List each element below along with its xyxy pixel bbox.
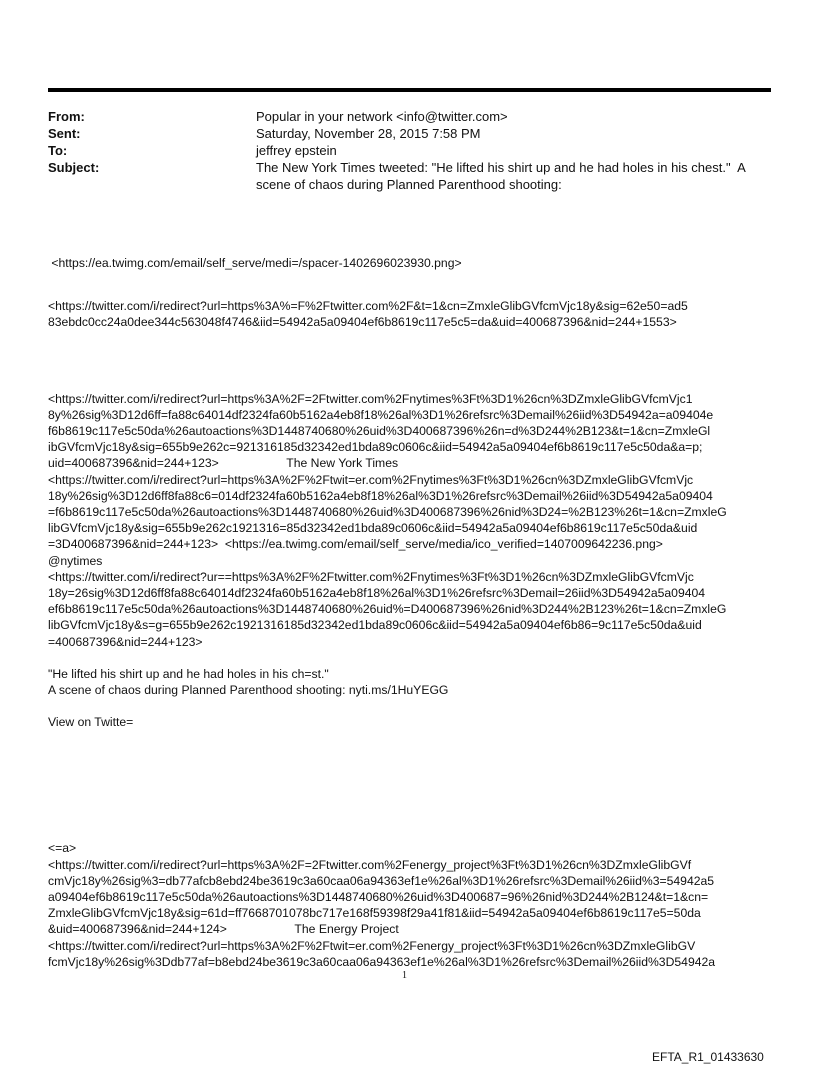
subject-label: Subject: — [48, 160, 100, 175]
spacer-link: <https://ea.twimg.com/email/self_serve/medi=/spacer-1402696023930.png> — [48, 256, 462, 270]
twitter-redirect-link: <https://twitter.com/i/redirect?url=https%3A%=F%2Ftwitter.com%2F&t=1&cn=ZmxleGlibGVfcmVjc18y&sig=62e50=ad5 83ebdc0cc24a0dee344c563048f4746&iid=54942a5a09404ef6b8619c117e5c5=da&uid=400687396&nid=244+1553> — [48, 299, 688, 330]
to-label: To: — [48, 143, 68, 158]
header-rule — [48, 88, 771, 92]
document-id: EFTA_R1_01433630 — [652, 1050, 764, 1064]
sent-value: Saturday, November 28, 2015 7:58 PM — [256, 126, 481, 141]
sent-row — [48, 125, 773, 142]
from-row — [48, 108, 773, 125]
energy-project-links-block: <=a> <https://twitter.com/i/redirect?url=https%3A%2F=2Ftwitter.com%2Fenergy_project%3Ft%3D1%26cn%3DZmxleGlibGVf cmVjc18y%26sig%3=db77afcb8ebd24be3619c3a60caa06a94363ef1e%26al%3D1%26refsrc%3Demail%26iid%3=54942a5 a09404ef6b8619c117e5c50da%26autoactions%3D1448740680%26uid%3D400687=96%26nid%3D244%2B124&t=1&cn= ZmxleGlibGVfcmVjc18y&sig=61d=ff7668701078bc717e168f59398f29a41f81&iid=54942a5a09404ef6b8619c117e5=50da &uid=400687396&nid=244+124> The Energy Project <https://twitter.com/i/redirect?url=https%3A%2F%2Ftwit=er.com%2Fenergy_project%3Ft%3D1%26cn%3DZmxleGlibGV fcmVjc18y%26sig%3Ddb77af=b8ebd24be3619c3a60caa06a94363ef1e%26al%3D1%26refsrc%3Demail%26iid%3D54942a — [48, 841, 716, 969]
subject-value: The New York Times tweeted: "He lifted his shirt up and he had holes in his chest." A scene of chaos during Planned Parenthood shooting: — [256, 160, 746, 192]
nytimes-links-block: <https://twitter.com/i/redirect?url=https%3A%2F=2Ftwitter.com%2Fnytimes%3Ft%3D1%26cn%3DZmxleGlibGVfcmVjc1 8y%26sig%3D12d6ff=fa88c64014df2324fa60b5162a4eb8f18%26al%3D1%26refsrc%3Demail%26iid%3D54942a=a09404e f6b8619c117e5c50da%26autoactions%3D1448740680%26uid%3D400687396%26n=d%3D244%2B123&t=1&cn=ZmxleGl ibGVfcmVjc18y&sig=655b9e262c=921316185d32342ed1bda89c0606c&iid=54942a5a09404ef6b8619c117e5c50da&a=p; uid=400687396&nid=244+123> The New York Times <https://twitter.com/i/redirect?url=https%3A%2F%2Ftwit=er.com%2Fnytimes%3Ft%3D1%26cn%3DZmxleGlibGVfcmVjc 18y%26sig%3D12d6ff8fa88c6=014df2324fa60b5162a4eb8f18%26al%3D1%26refsrc%3Demail%26iid%3D54942a5a09404 =f6b8619c117e5c50da%26autoactions%3D1448740680%26uid%3D400687396%26nid%3D24=%2B123%26t=1&cn=ZmxleG libGVfcmVjc18y&sig=655b9e262c1921316=85d32342ed1bda89c0606c&iid=54942a5a09404ef6b8619c117e5c50da&uid =3D400687396&nid=244+123> <https://ea.twimg.com/email/self_serve/media/ico_verified=1407009642236.png> @nytimes <https://twitter.com/i/redirect?ur==https%3A%2F%2Ftwitter.com%2Fnytimes%3Ft%3D1%26cn%3DZmxleGlibGVfcmVjc 18y=26sig%3D12d6ff8fa88c64014df2324fa60b5162a4eb8f18%26al%3D1%26refsrc%3Demail=26iid%3D54942a5a09404 ef6b8619c117e5c50da%26autoactions%3D1448740680%26uid%=D400687396%26nid%3D244%2B123%26t=1&cn=ZmxleG libGVfcmVjc18y&s=g=655b9e262c1921316185d32342ed1bda89c0606c&iid=54942a5a09404ef6b86=9c117e5c50da&uid =400687396&nid=244+123> — [48, 391, 727, 649]
email-header — [48, 108, 773, 193]
to-value: jeffrey epstein — [256, 143, 337, 158]
page-number: 1 — [402, 970, 407, 981]
view-on-twitter: View on Twitte= — [48, 715, 134, 730]
subject-row — [48, 159, 773, 193]
tweet-quote: "He lifted his shirt up and he had holes in his ch=st." A scene of chaos during Planned Parenthood shooting: nyti.ms/1HuYEGG — [48, 666, 449, 698]
to-row — [48, 142, 773, 159]
from-label: From: — [48, 109, 85, 124]
sent-label: Sent: — [48, 126, 81, 141]
from-value: Popular in your network <info@twitter.com> — [256, 109, 508, 124]
email-body — [48, 255, 773, 970]
